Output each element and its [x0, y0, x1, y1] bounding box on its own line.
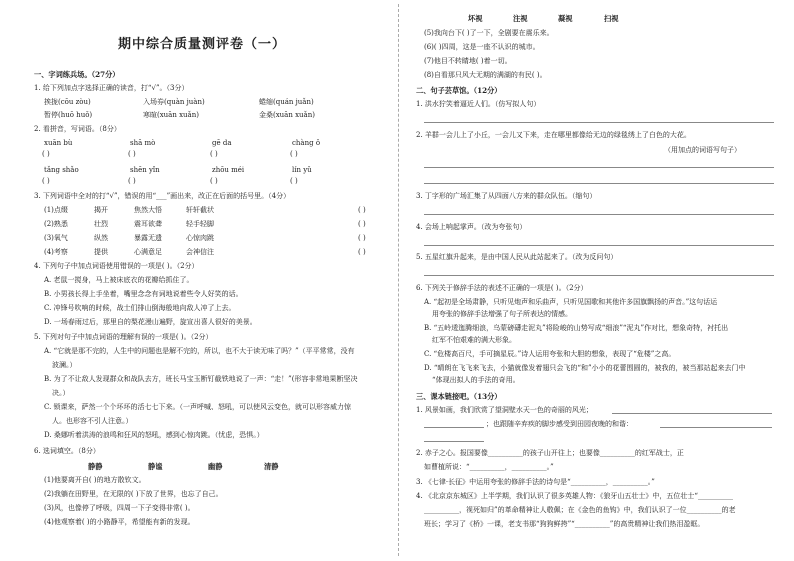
q6-word: 静谧 [148, 462, 163, 471]
q3-word: 壮烈 [94, 220, 108, 228]
q3-word: (4)考察 [44, 248, 68, 256]
answer-line[interactable] [424, 441, 484, 442]
answer-paren[interactable]: ( ) [358, 220, 366, 228]
section-3-heading: 三、课本链接吧。（13分） [416, 392, 502, 401]
k4-cont: 班长；学习了《桥》一课，老支书那“狗狗鲜挎”“__________”的高贵精神让我们热泪盈眶。 [424, 520, 705, 528]
q6-item: (3)风，也像停了呼吸，四周一下子变得非常( )。 [44, 504, 195, 512]
q4-prompt: 4. 下列句子中加点词语使用错误的一项是( )。（2分） [34, 262, 199, 270]
s6-option: C. “危楼高百尺，手可摘星辰。”诗人运用夸张和大胆的想象，表现了“危楼”之高。 [424, 350, 676, 358]
q3-word: 暴露无遗 [134, 234, 162, 242]
s6-option: 红军不怕艰难的满大形象。 [432, 336, 516, 344]
q3-word: 震耳欲聋 [134, 220, 162, 228]
q1-prompt: 1. 给下列加点字选择正确的读音，打“√”。（3分） [34, 84, 189, 92]
answer-paren[interactable]: ( ) [210, 150, 218, 158]
section-1-heading: 一、字词练兵场。（27分） [34, 70, 120, 79]
q5-option: B. 为了不让敌人发现群众和战队去方，班长马宝玉断钉截铁地说了一声：“走！”(形容非常地果断坚决 [44, 375, 358, 383]
answer-paren[interactable]: ( ) [290, 150, 298, 158]
q5-option: 人。也形容不引人注意。） [52, 417, 133, 425]
q4-option: B. 小男孩长得上手坐着，嘴里念念有词地说着些令人好笑的话。 [44, 290, 243, 298]
answer-line[interactable] [424, 167, 774, 168]
q4-option: A. 老鼠一搅身，马上被床底衣的花瓣给抓住了。 [44, 276, 194, 284]
answer-line[interactable] [424, 427, 484, 428]
q1-item: 暂停(huō huǒ) [44, 111, 93, 119]
k2-cont: 如曹植所说：“__________，__________。” [424, 463, 554, 471]
s6-option: A. “起初是全场肃静，只听见炮声和乐曲声，只听见国歌和其他许多国旗飘扬的声音。”这句话运 [424, 298, 718, 306]
q6-word: 静静 [88, 462, 103, 471]
q6-item: (5)我向台下( )了一下，全剧要在震乐来。 [424, 29, 554, 37]
s2-note: （用加点的词语写句子） [664, 146, 741, 154]
answer-line[interactable] [424, 245, 774, 246]
k1-prompt: 1. 风景如画，我们欣赏了望洞壁水天一色的奇丽的风光； [416, 406, 593, 414]
answer-paren[interactable]: ( ) [42, 150, 50, 158]
pinyin: xuān bù [44, 139, 73, 147]
q6-item: (7)他目不转睛地( )着一切。 [424, 57, 512, 65]
k4-prompt: 4. 《北京京东城区》上半学期，我们认识了很多英雄人物：《狼牙山五壮士》中，五位壮士“__________ [416, 492, 733, 500]
s4-prompt: 4. 会场上响起掌声。（改为夸张句） [416, 223, 527, 231]
q6-word: 注视 [513, 14, 528, 23]
answer-line[interactable] [424, 275, 774, 276]
pinyin: shēn yǐn [130, 166, 160, 174]
pinyin: tǎng shǎo [44, 166, 79, 174]
s1-prompt: 1. 洪水狞笑着逼近人们。（仿写拟人句） [416, 100, 541, 108]
section-2-heading: 二、句子芸草馆。（12分） [416, 86, 502, 95]
answer-paren[interactable]: ( ) [358, 248, 366, 256]
s2-prompt: 2. 羊群一会儿上了小丘，一会儿又下来，走在哪里都像给无边的绿毯绣上了白色的大花。 [416, 131, 691, 139]
pinyin: gē da [212, 139, 232, 147]
answer-paren[interactable]: ( ) [290, 177, 298, 185]
answer-paren[interactable]: ( ) [358, 206, 366, 214]
q6-item: (8)自看那只风大无期的满湖的有民( )。 [424, 71, 547, 79]
q3-word: (3)氧气 [44, 234, 68, 242]
q3-word: 轻手轻脚 [186, 220, 214, 228]
q6-word: 坏视 [468, 14, 483, 23]
answer-paren[interactable]: ( ) [210, 177, 218, 185]
k2-prompt: 2. 赤子之心。报国要像__________的孩子山开往上；也要像__________的红军战士，正 [416, 449, 684, 457]
q1-item: 金桑(xuān xuǎn) [259, 111, 315, 119]
answer-line[interactable] [612, 413, 772, 414]
page-title: 期中综合质量测评卷（一） [118, 37, 287, 52]
q3-word: 会神信注 [186, 248, 214, 256]
q3-word: 心惊肉跳 [186, 234, 214, 242]
answer-paren[interactable]: ( ) [42, 177, 50, 185]
s6-option: D. “晴朗在飞飞来飞去，小猫就像发着翅只会飞的“和”小小的花蕾围圆的，被我的，被当那站起来去门中 [424, 364, 746, 372]
q3-word: (1)点缀 [44, 206, 68, 214]
q3-word: 纵然 [94, 234, 108, 242]
pinyin: zhōu méi [212, 166, 245, 174]
column-divider [398, 4, 399, 556]
answer-paren[interactable]: ( ) [358, 234, 366, 242]
q1-item: 寒暄(xuān xuǎn) [143, 111, 199, 119]
answer-line[interactable] [424, 183, 774, 184]
s6-option: 用夸张的修辞手法增强了句子所表达的情感。 [432, 310, 572, 318]
q5-option: 决。） [52, 389, 70, 397]
s6-prompt: 6. 下列关于修辞手法的表述不正确的一项是( )。（2分） [416, 284, 588, 292]
q6-prompt: 6. 选词填空。（8分） [34, 447, 100, 455]
q6-word: 扫视 [604, 14, 619, 23]
q6-word: 幽静 [208, 462, 223, 471]
k1-cont: ；也跟随辛弃疾的脚步感受到田园夜晚的和谐： [486, 420, 633, 428]
q3-word: 揭开 [94, 206, 108, 214]
pinyin: shā mò [130, 139, 156, 147]
answer-line[interactable] [424, 122, 774, 123]
q4-option: C. 冲锋号吹响的时候，战士们排山倒海般地向敌人冲了上去。 [44, 304, 236, 312]
q5-prompt: 5. 下列对句子中加点词语的理解有误的一项是( )。（2分） [34, 333, 213, 341]
q2-prompt: 2. 看拼音，写词语。（8分） [34, 125, 121, 133]
q6-word: 凝视 [558, 14, 573, 23]
q4-option: D. 一场春雨过后，那里自的梨花漫山遍野，旋宣出喜人很好的美景。 [44, 318, 257, 326]
k4-cont: __________，视死如归”的革命精神让人敬佩；在《金色的鱼钩》中，我们认识了一位__________的老 [424, 506, 736, 514]
s5-prompt: 5. 五星红旗升起来，是由中国人民从此站起来了。（改为反问句） [416, 253, 618, 261]
q3-prompt: 3. 下列词语中全对的打“√”，错误的用“___”画出来，改正在后面的括号里。（4分） [34, 192, 291, 200]
answer-paren[interactable]: ( ) [128, 177, 136, 185]
q5-option: D. 桑娜听着洪涛的浪鸣和狂风的怒吼，感到心惊肉跳。（忧虑，恐惧。） [44, 431, 264, 439]
q6-item: (1)他要离开自( )的地方散钦文。 [44, 476, 146, 484]
s6-option: “体现出拟人的手法的奇用。 [432, 376, 520, 384]
q1-item: 挨拢(cōu zòu) [44, 98, 91, 106]
s6-option: B. “五岭逶迤腾细浪，乌蒙磅礴走泥丸”将险峻的山势写成“细浪”“泥丸”作对比，想象奇特，衬托出 [424, 324, 729, 332]
pinyin: lín yǔ [292, 166, 312, 174]
q5-option: A. “它就是那不完的，人生中的问题也是解不完的，所以，也不大于读无味了吗？”（平平常常，没有 [44, 347, 355, 355]
q5-option: C. 锁课来，萨然一个个坏坏的活七七下来。（一声呼喊、怒吼，可以使风云变色，就可以形容威力惊 [44, 403, 352, 411]
q3-word: 心满意足 [134, 248, 162, 256]
q6-word: 清静 [264, 462, 279, 471]
s3-prompt: 3. 丁字形的广场汇集了从四面八方来的群众队伍。（缩句） [416, 192, 597, 200]
q5-option: 波澜。） [52, 361, 77, 369]
q3-word: 提供 [94, 248, 108, 256]
q1-item: 蜷缩(quán juǎn) [259, 98, 314, 106]
q6-item: (4)他观察着( )的小路静平，希望能有新的发现。 [44, 518, 195, 526]
q3-word: 焦然大悟 [134, 206, 162, 214]
q3-word: 轩轩截状 [186, 206, 214, 214]
q6-item: (2)我躺在田野里，在无限的( )下放了世界，也忘了自己。 [44, 490, 223, 498]
answer-paren[interactable]: ( ) [128, 150, 136, 158]
pinyin: chàng ǒ [292, 139, 321, 147]
q1-item: 入场券(quàn juàn) [143, 98, 205, 106]
answer-line[interactable] [424, 214, 774, 215]
answer-line[interactable] [660, 427, 772, 428]
k3-prompt: 3. 《七律·长征》中运用夸张的修辞手法的诗句是“__________，__________。” [416, 478, 655, 486]
q6-item: (6)( )四周，这是一座不认识的城市。 [424, 43, 540, 51]
q3-word: (2)熟悉 [44, 220, 68, 228]
